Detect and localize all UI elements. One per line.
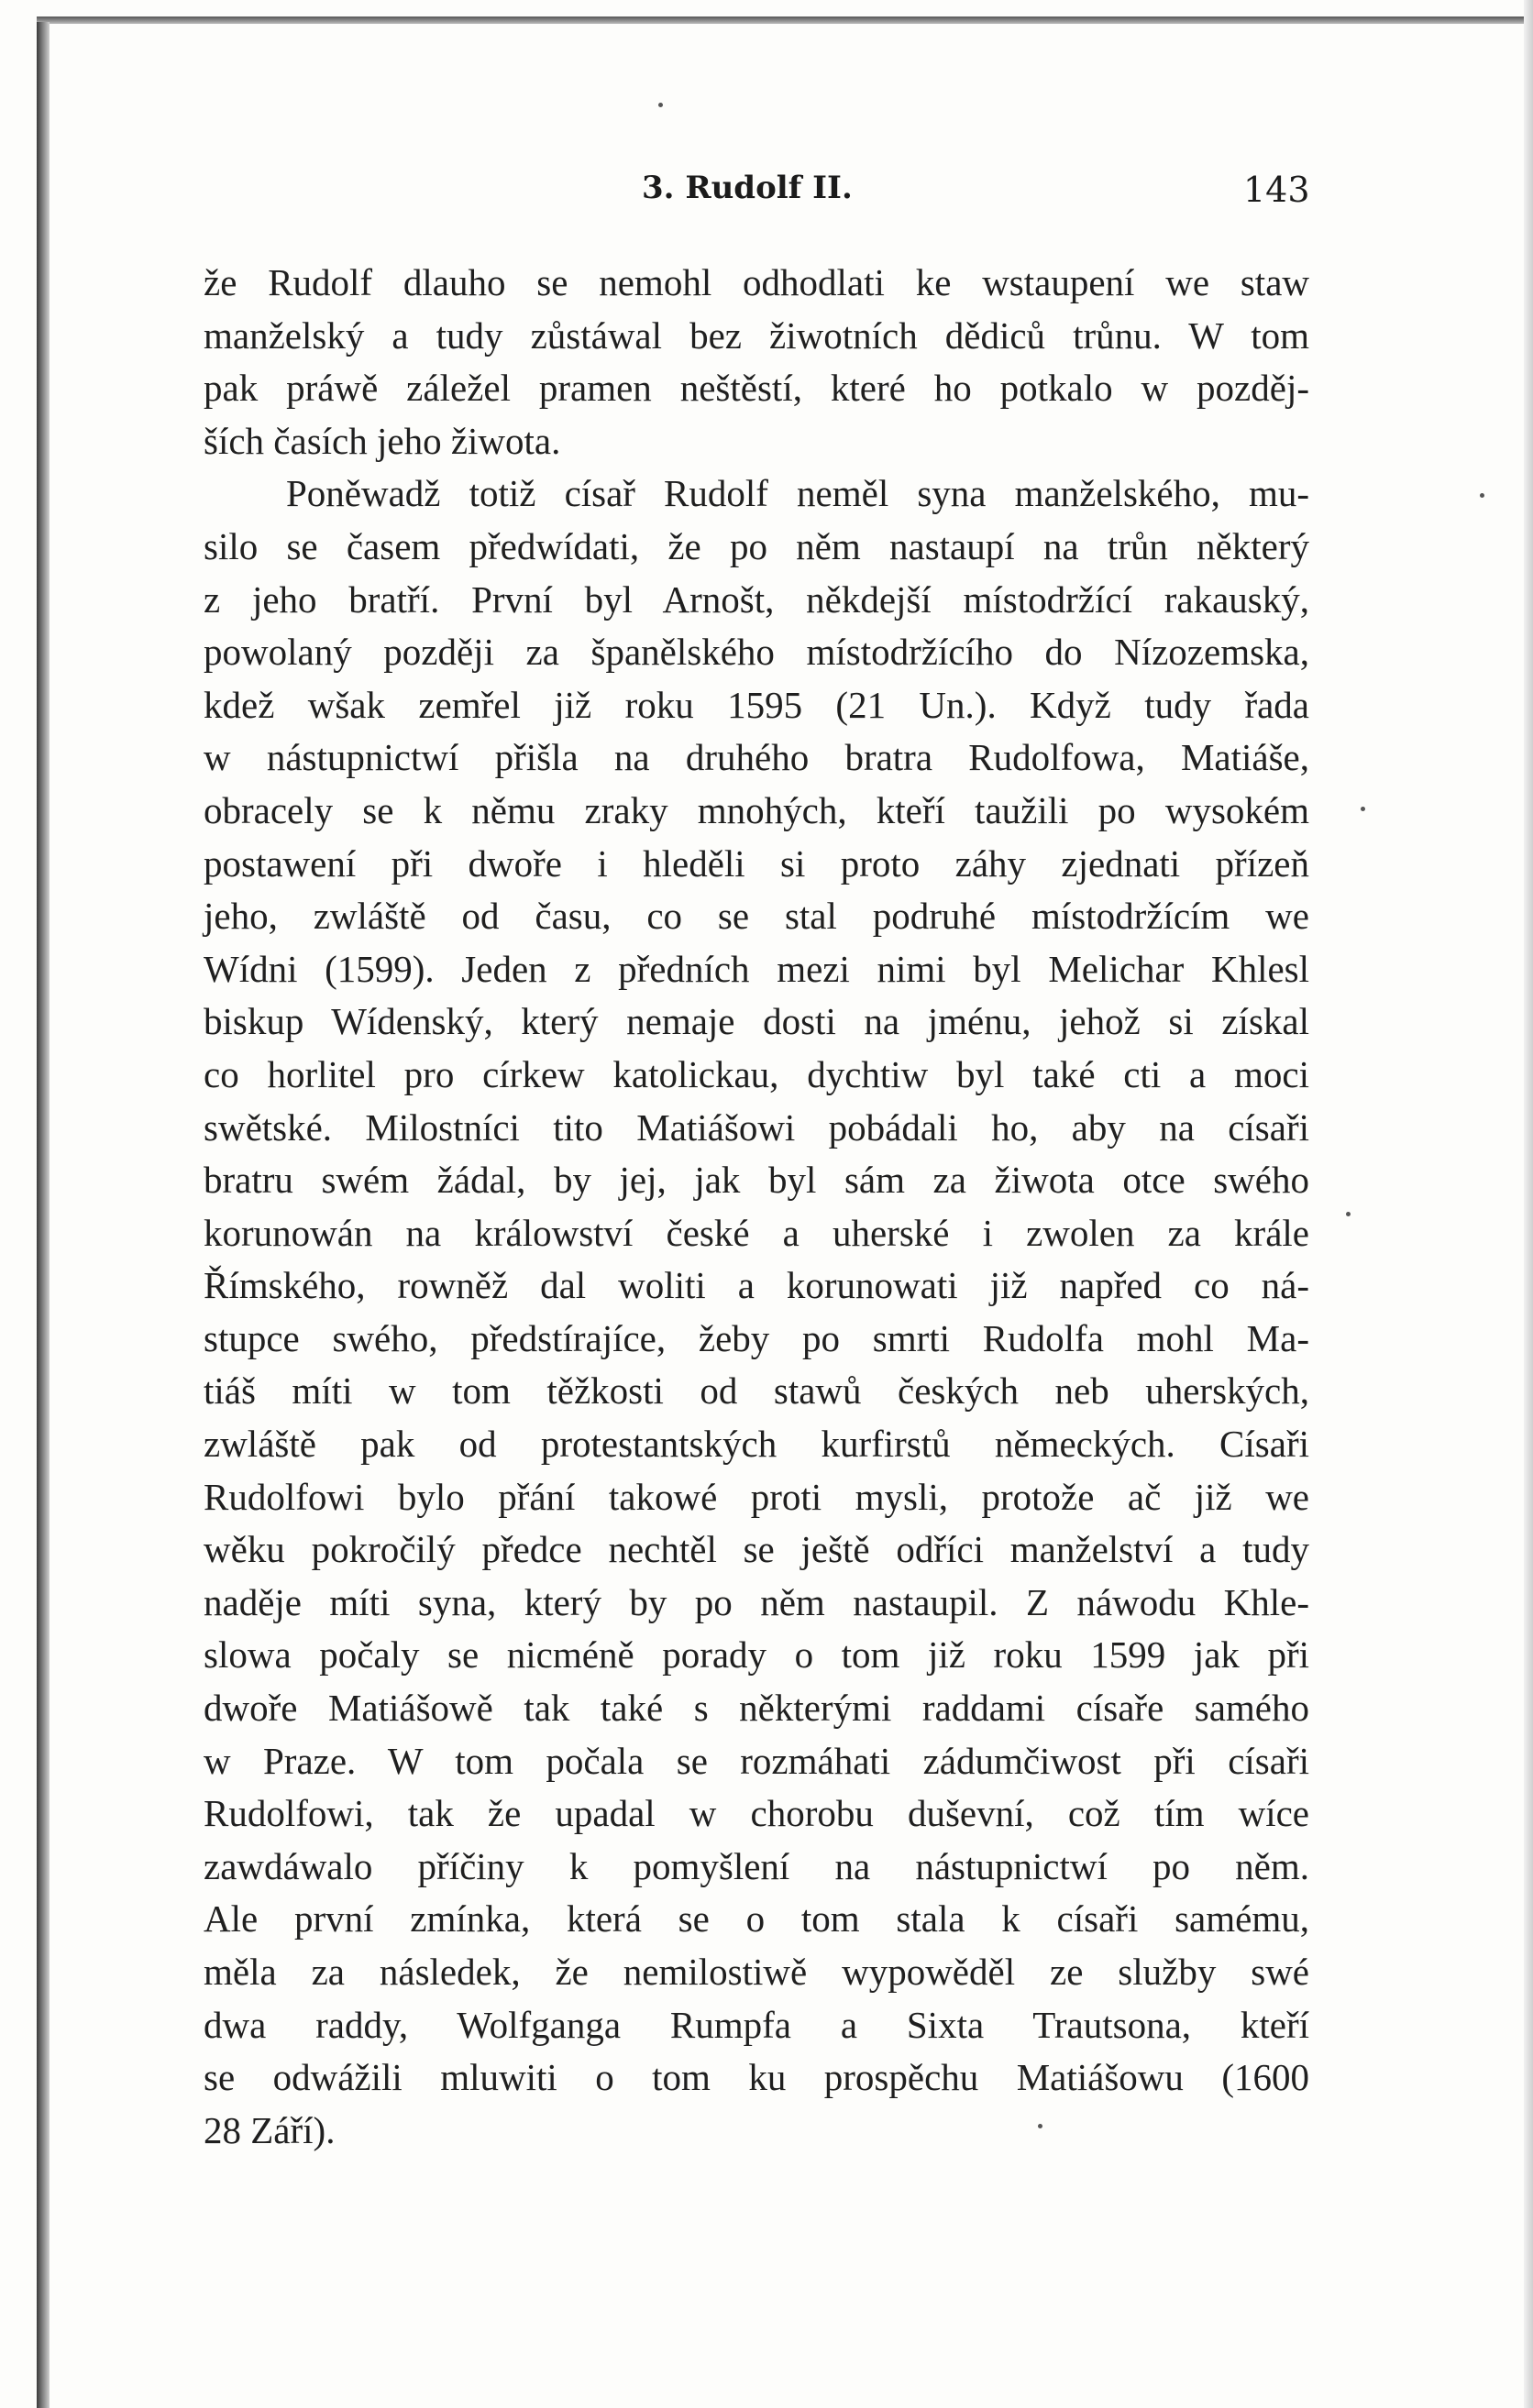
scan-speck (1361, 807, 1365, 811)
text-line: stupce swého, předstírajíce, žeby po smrti Rudolfa mohl Ma- (204, 1316, 1309, 1359)
running-head: 3. Rudolf II. (642, 170, 853, 206)
text-line: tiáš míti w tom těžkosti od stawů českých neb uherských, (204, 1369, 1309, 1413)
text-line: že Rudolf dlauho se nemohl odhodlati ke wstaupení we staw (204, 261, 1309, 303)
scan-speck (1038, 2124, 1042, 2128)
text-line: postawení při dwoře i hleděli si proto záhy zjednati přízeň (204, 841, 1309, 885)
text-line: dwa raddy, Wolfganga Rumpfa a Sixta Trautsona, kteří (204, 2003, 1309, 2046)
text-line: obracely se k němu zraky mnohých, kteří taužili po wysokém (204, 788, 1309, 831)
text-line: dwoře Matiášowě tak také s některými raddami císaře samého (204, 1687, 1309, 1730)
page-edge-left (37, 22, 50, 2408)
text-line: slowa počaly se nicméně porady o tom již roku 1599 jak při (204, 1633, 1309, 1677)
text-line: Ale první zmínka, která se o tom stala k císaři samému, (204, 1897, 1309, 1941)
text-line: kdež wšak zemřel již roku 1595 (21 Un.). Když tudy řada (204, 683, 1309, 726)
text-line: bratru swém žádal, by jej, jak byl sám za žiwota otce swého (204, 1159, 1309, 1202)
text-line: 28 Září). (204, 2108, 336, 2151)
scan-speck (1346, 1212, 1351, 1216)
body-text (204, 257, 1309, 2157)
text-line: Rudolfowi, tak že upadal w chorobu duševní, což tím wíce (204, 1792, 1309, 1835)
text-line: w nástupnictwí přišla na druhého bratra Rudolfowa, Matiáše, (204, 736, 1309, 779)
text-line: Římského, rowněž dal woliti a korunowati již napřed co ná- (204, 1264, 1309, 1307)
text-line: Poněwadž totiž císař Rudolf neměl syna manželského, mu- (286, 472, 1309, 515)
text-line: biskup Wídenský, který nemaje dosti na jménu, jehož si získal (204, 1000, 1309, 1043)
text-line: se odwážili mluwiti o tom ku prospěchu Matiášowu (1600 (204, 2056, 1309, 2099)
text-line: měla za následek, že nemilostiwě wypowěděl ze služby swé (204, 1951, 1309, 1993)
text-line: korunowán na králowství české a uherské i zwolen za krále (204, 1211, 1309, 1254)
text-line: zawdáwalo příčiny k pomyšlení na nástupnictwí po něm. (204, 1844, 1309, 1887)
text-line: naděje míti syna, který by po něm nastaupil. Z náwodu Khle- (204, 1580, 1309, 1623)
scan-speck (1480, 493, 1484, 498)
text-line: ších časích jeho žiwota. (204, 419, 561, 462)
text-line: jeho, zwláště od času, co se stal podruhé místodržícím we (204, 895, 1309, 938)
page-number: 143 (1243, 170, 1310, 210)
text-line: Wídni (1599). Jeden z předních mezi nimi byl Melichar Khlesl (204, 947, 1309, 990)
page-edge-right (1524, 0, 1533, 2408)
text-line: w Praze. W tom počala se rozmáhati zádumčiwost při císaři (204, 1739, 1309, 1782)
text-line: co horlitel pro církew katolickau, dychtiw byl také cti a moci (204, 1052, 1309, 1095)
page-edge-top (37, 16, 1533, 24)
text-line: powolaný později za španělského místodržícího do Nízozemska, (204, 631, 1309, 674)
text-line: silo se časem předwídati, že po něm nastaupí na trůn některý (204, 524, 1309, 567)
scan-speck (658, 103, 663, 107)
text-line: pak práwě záležel pramen neštěstí, které ho potkalo w pozděj- (204, 367, 1309, 410)
text-line: z jeho bratří. První byl Arnošt, někdejší místodržící rakauský, (204, 577, 1309, 621)
text-line: zwláště pak od protestantských kurfirstů německých. Císaři (204, 1423, 1309, 1466)
text-line: wěku pokročilý předce nechtěl se ještě odříci manželství a tudy (204, 1528, 1309, 1571)
page-header (0, 170, 1533, 215)
text-line: swětské. Milostníci tito Matiášowi pobádali ho, aby na císaři (204, 1105, 1309, 1149)
text-line: Rudolfowi bylo přání takowé proti mysli, protože ač již we (204, 1475, 1309, 1518)
text-line: manželský a tudy zůstáwal bez žiwotních dědiců trůnu. W tom (204, 313, 1309, 357)
